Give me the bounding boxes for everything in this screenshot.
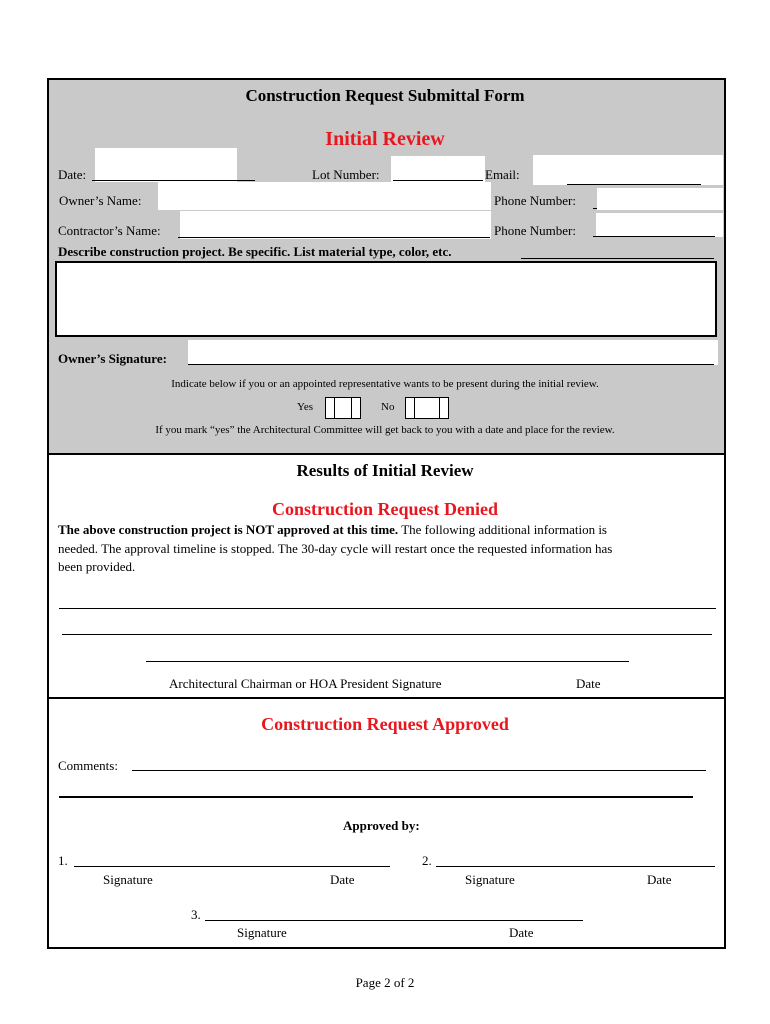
approved-by-label: Approved by:: [343, 818, 420, 833]
denied-line-2: needed. The approval timeline is stopped. The 30-day cycle will restart once the requested information has: [58, 541, 613, 556]
owner-phone-field[interactable]: [597, 188, 723, 210]
owner-phone-line: [593, 208, 597, 209]
denied-line-3: been provided.: [58, 559, 136, 574]
denied-title: Construction Request Denied: [271, 499, 498, 519]
contractor-name-line: [178, 237, 490, 238]
date-field[interactable]: [95, 148, 237, 182]
denied-bold-text: The above construction project is NOT approved at this time.: [58, 522, 399, 537]
approver-3-signature-label: Signature: [237, 925, 287, 940]
project-description-field[interactable]: [55, 261, 717, 337]
comments-line-2: [59, 796, 693, 798]
approver-3-signature-line: [205, 920, 583, 921]
approver-2-signature-label: Signature: [465, 872, 515, 887]
owner-name-label: Owner’s Name:: [59, 193, 142, 208]
lot-number-label: Lot Number:: [312, 167, 380, 182]
no-checkbox[interactable]: [405, 397, 449, 419]
owner-signature-field[interactable]: [188, 340, 718, 365]
email-label: Email:: [485, 167, 520, 182]
chairman-signature-line: [146, 661, 629, 662]
approver-3-number: 3.: [191, 907, 201, 922]
contractor-name-field[interactable]: [180, 211, 491, 239]
lot-number-field[interactable]: [391, 156, 485, 183]
approver-1-signature-label: Signature: [103, 872, 153, 887]
yes-label: Yes: [297, 401, 314, 413]
approver-2-signature-line: [436, 866, 715, 867]
info-line-1: [59, 608, 716, 609]
describe-line: [521, 258, 714, 259]
denied-text-1: The following additional information is: [401, 522, 607, 537]
initial-review-title: Initial Review: [325, 128, 445, 150]
email-line: [567, 184, 701, 185]
approver-2-date-label: Date: [647, 872, 672, 887]
denied-line-1: [58, 522, 607, 538]
email-field[interactable]: [533, 155, 723, 185]
contractor-phone-line: [593, 236, 715, 237]
approver-2-number: 2.: [422, 853, 432, 868]
contractor-name-label: Contractor’s Name:: [58, 223, 161, 238]
no-label: No: [381, 401, 395, 413]
contractor-phone-label: Phone Number:: [494, 223, 576, 238]
comments-label: Comments:: [58, 758, 118, 773]
approver-1-signature-line: [74, 866, 390, 867]
date-line: [92, 180, 255, 181]
owner-phone-label: Phone Number:: [494, 193, 576, 208]
yes-checkbox[interactable]: [325, 397, 361, 419]
owner-name-field[interactable]: [158, 182, 491, 210]
form-title: Construction Request Submittal Form: [245, 86, 525, 105]
comments-line-1: [132, 770, 706, 771]
lot-number-line: [393, 180, 483, 181]
section-divider-1: [47, 453, 726, 455]
describe-project-label: Describe construction project. Be specific. List material type, color, etc.: [58, 244, 452, 259]
date-label: Date:: [58, 167, 87, 182]
contractor-phone-field[interactable]: [596, 213, 723, 237]
chairman-date-label: Date: [576, 676, 601, 691]
approver-1-date-label: Date: [330, 872, 355, 887]
info-line-2: [62, 634, 712, 635]
chairman-signature-label: Architectural Chairman or HOA President Signature: [169, 676, 442, 691]
owner-signature-line: [188, 364, 714, 365]
owner-signature-label: Owner’s Signature:: [58, 351, 167, 366]
approved-title: Construction Request Approved: [261, 714, 509, 734]
section-divider-2: [47, 697, 726, 699]
indicate-text: Indicate below if you or an appointed representative wants to be present during the initial review.: [171, 378, 599, 390]
mark-yes-text: If you mark “yes” the Architectural Committee will get back to you with a date and place for the review.: [155, 424, 615, 436]
page-number: Page 2 of 2: [355, 975, 415, 990]
approver-1-number: 1.: [58, 853, 68, 868]
approver-3-date-label: Date: [509, 925, 534, 940]
results-title: Results of Initial Review: [296, 461, 474, 480]
